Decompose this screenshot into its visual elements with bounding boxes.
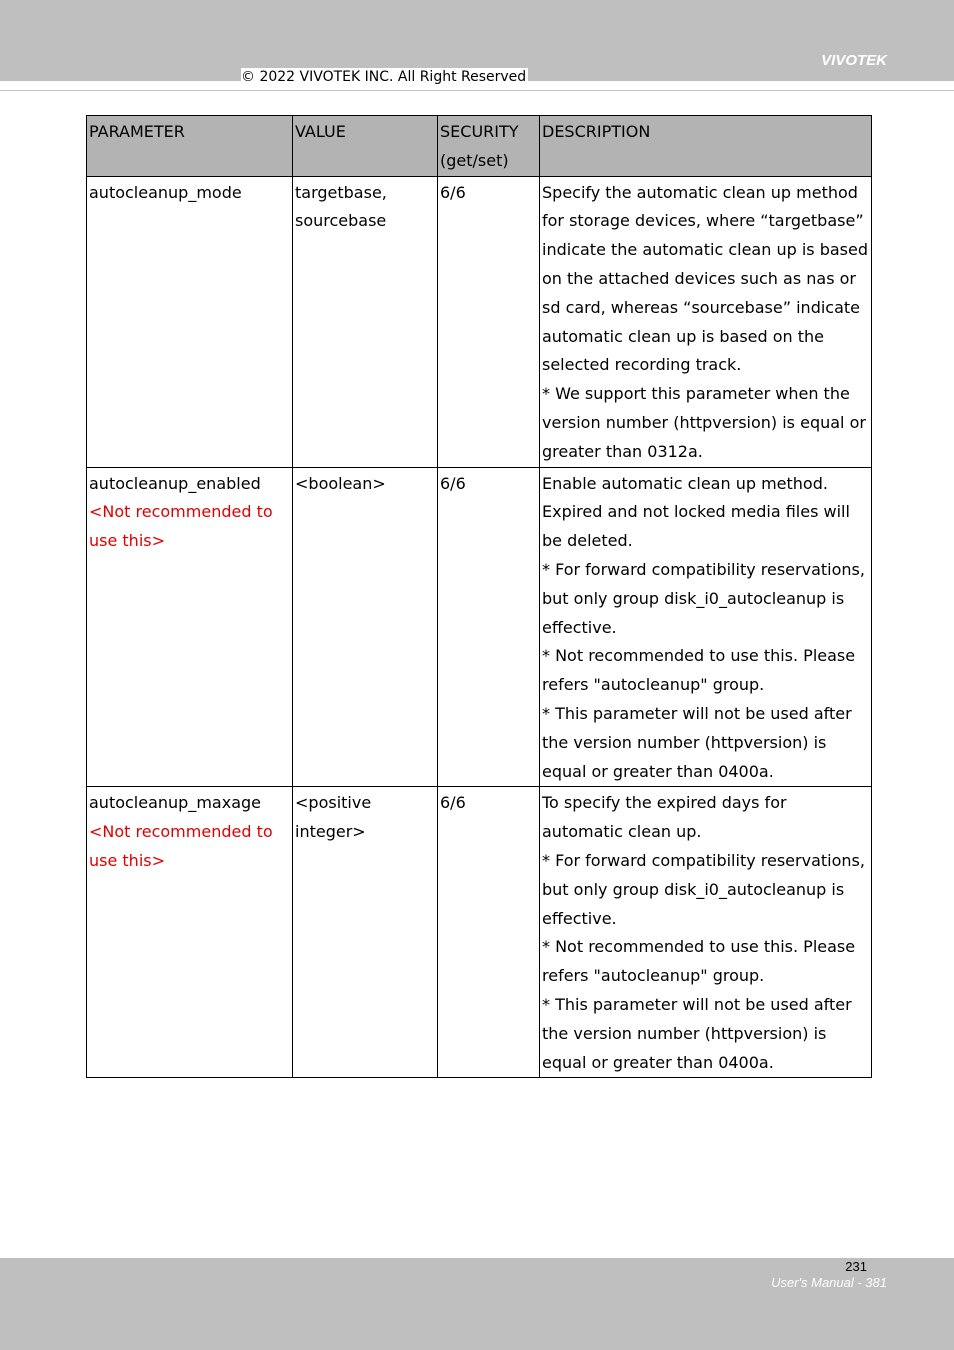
security-cell: 6/6 [438,176,540,467]
description-line: Specify the automatic clean up method for storage devices, where “targetbase” indicate the automatic clean up is based on the attached devices such as nas or sd card, whereas “sourcebase” indicate automatic clean up is based on the selected recording track. [542,182,868,375]
description-cell [540,467,872,787]
column-header-security: SECURITY (get/set) [438,116,540,177]
table-row [87,787,872,1078]
description-line: * Not recommended to use this. Please refers "autocleanup" group. [542,937,856,986]
table-header-row [87,116,872,177]
page-number: 231 [845,1259,867,1274]
description-line: * We support this parameter when the version number (httpversion) is equal or greater than 0312a. [542,384,866,461]
header-divider [0,90,954,91]
not-recommended-note: <Not recommended to use this> [89,502,273,551]
brand-logo-text: VIVOTEK [821,52,887,69]
description-cell [540,176,872,467]
not-recommended-note: <Not recommended to use this> [89,822,273,870]
parameter-cell [87,467,293,787]
description-line: * This parameter will not be used after the version number (httpversion) is equal or greater than 0400a. [542,994,852,1072]
column-header-description: DESCRIPTION [540,116,872,177]
parameter-cell [87,787,293,1078]
security-cell: 6/6 [438,467,540,787]
value-cell: <boolean> [293,467,438,787]
description-line: To specify the expired days for automatic clean up. [542,793,787,842]
page-footer-band [0,1258,954,1350]
parameter-name: autocleanup_maxage [89,793,261,813]
parameter-name: autocleanup_enabled [89,473,261,493]
description-line: * This parameter will not be used after the version number (httpversion) is equal or greater than 0400a. [542,703,852,781]
description-cell [540,787,872,1078]
parameter-cell [87,176,293,467]
table-row [87,176,872,467]
description-line: * Not recommended to use this. Please refers "autocleanup" group. [542,646,856,695]
description-line: Enable automatic clean up method. Expired and not locked media files will be deleted. [542,473,850,551]
value-cell: targetbase, sourcebase [293,176,438,467]
description-line: * For forward compatibility reservations, but only group disk_i0_autocleanup is effective. [542,850,865,928]
table-row [87,467,872,787]
manual-page-label: User's Manual - 381 [771,1275,887,1290]
description-line: * For forward compatibility reservations, but only group disk_i0_autocleanup is effective. [542,559,865,637]
column-header-value: VALUE [293,116,438,177]
value-cell: <positive integer> [293,787,438,1078]
parameter-name: autocleanup_mode [89,182,242,202]
column-header-parameter: PARAMETER [87,116,293,177]
copyright-text: © 2022 VIVOTEK INC. All Right Reserved [241,69,527,85]
security-cell: 6/6 [438,787,540,1078]
parameter-table [86,115,872,1078]
